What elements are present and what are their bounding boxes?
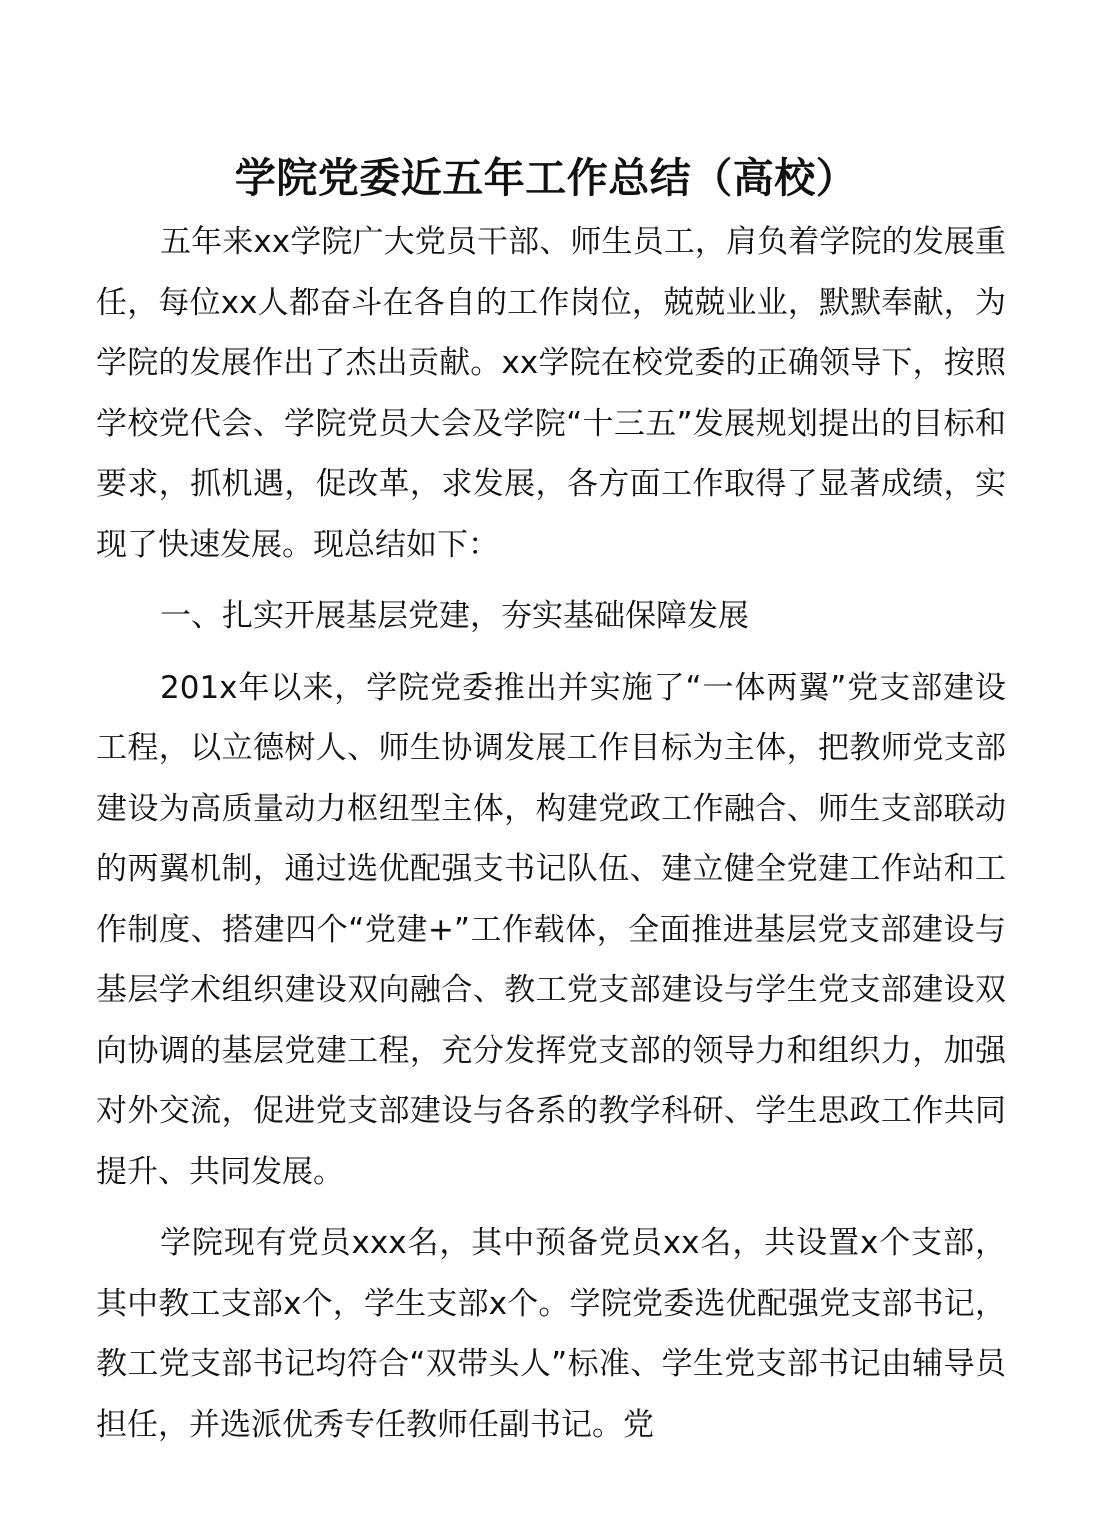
document-title: 学院党委近五年工作总结（高校）	[234, 154, 858, 202]
section-heading: 一、扎实开展基层党建，夯实基础保障发展	[160, 598, 749, 634]
document-page	[96, 150, 1006, 1455]
intro-paragraph: 五年来xx学院广大党员干部、师生员工，肩负着学院的发展重任，每位xx人都奋斗在各自的工作岗位，兢兢业业，默默奉献，为学院的发展作出了杰出贡献。xx学院在校党委的正确领导下，按照学校党代会、学院党员大会及学院“十三五”发展规划提出的目标和要求，抓机遇，促改革，求发展，各方面工作取得了显著成绩，实现了快速发展。现总结如下：	[96, 224, 1006, 563]
body-paragraph: 201x年以来，学院党委推出并实施了“一体两翼”党支部建设工程，以立德树人、师生协调发展工作目标为主体，把教师党支部建设为高质量动力枢纽型主体，构建党政工作融合、师生支部联动的两翼机制，通过选优配强支书记队伍、建立健全党建工作站和工作制度、搭建四个“党建+”工作载体，全面推进基层党支部建设与基层学术组织建设双向融合、教工党支部建设与学生党支部建设双向协调的基层党建工程，充分发挥党支部的领导力和组织力，加强对外交流，促进党支部建设与各系的教学科研、学生思政工作共同提升、共同发展。	[96, 669, 1006, 1190]
body-paragraph: 学院现有党员xxx名，其中预备党员xx名，共设置x个支部，其中教工支部x个，学生支部x个。学院党委选优配强党支部书记，教工党支部书记均符合“双带头人”标准、学生党支部书记由辅导员担任，并选派优秀专任教师任副书记。党	[96, 1225, 1006, 1443]
